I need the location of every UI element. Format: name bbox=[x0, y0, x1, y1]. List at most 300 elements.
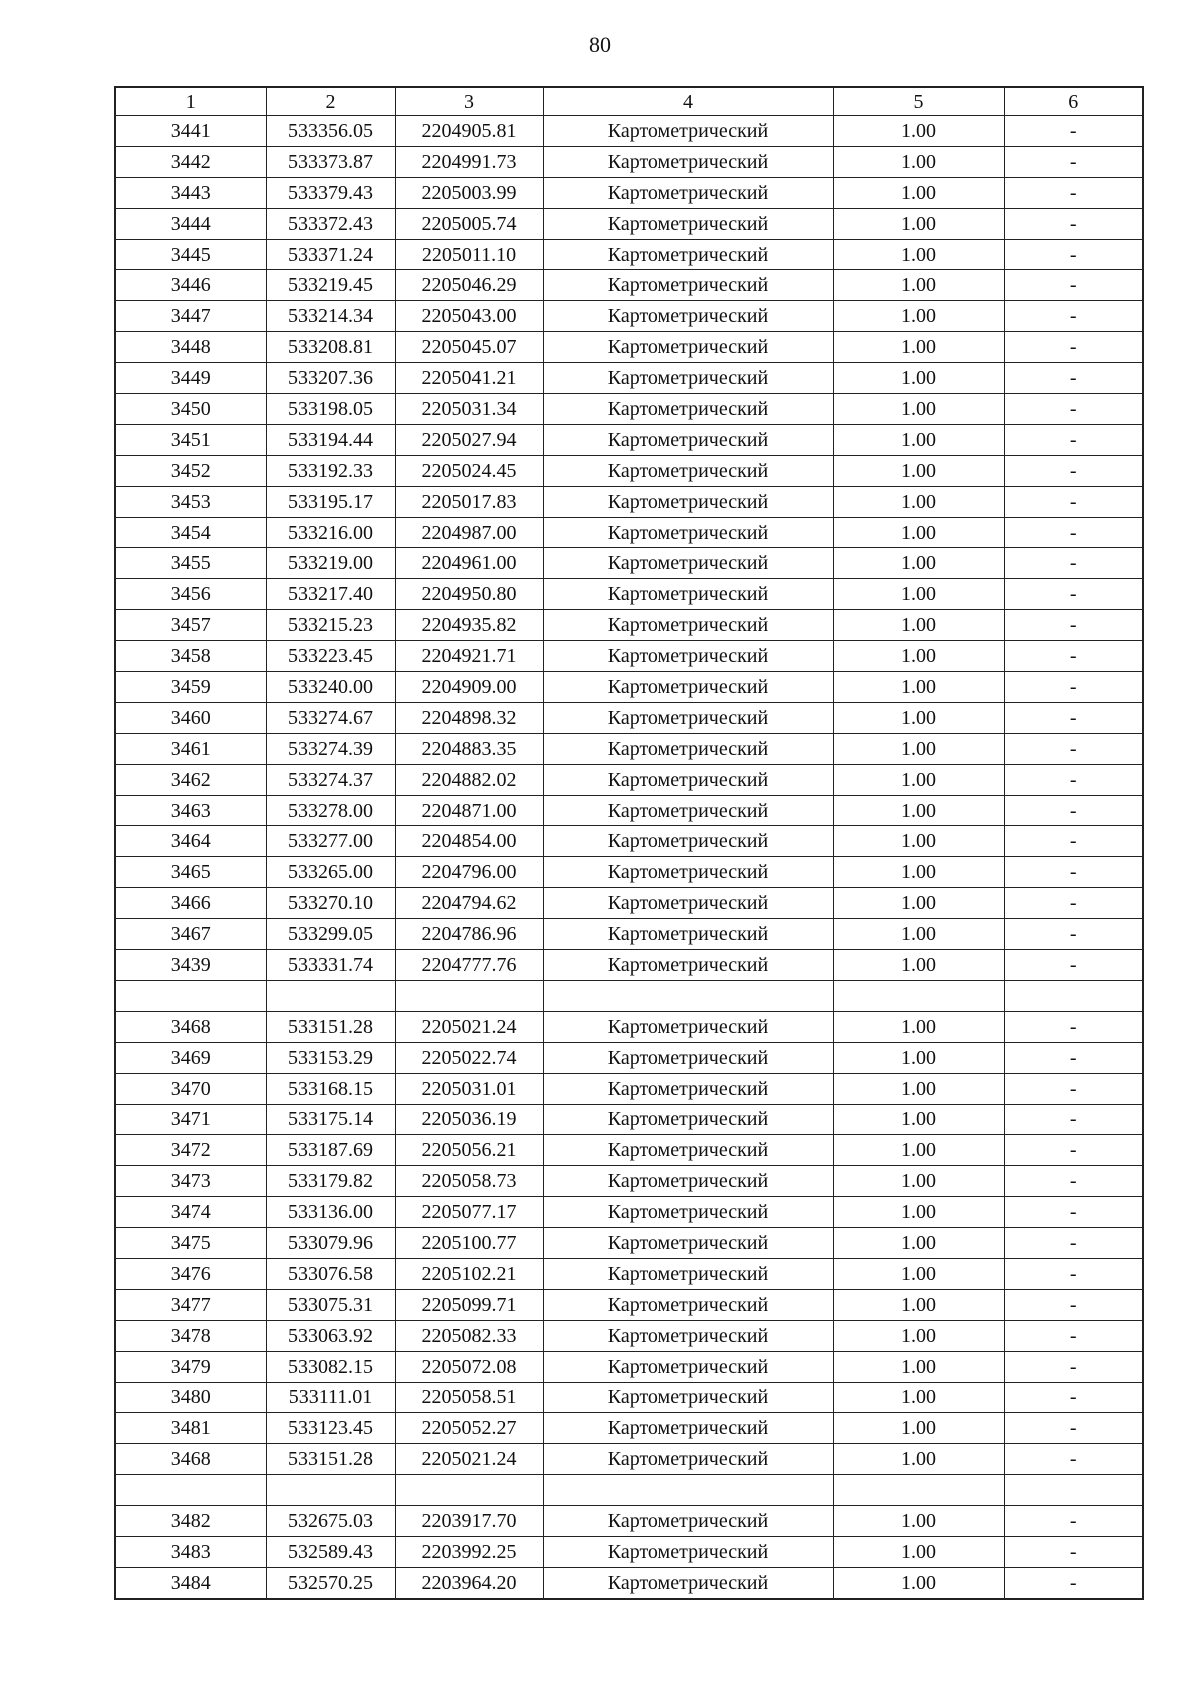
accuracy-cell: 1.00 bbox=[833, 455, 1004, 486]
accuracy-cell: 1.00 bbox=[833, 1011, 1004, 1042]
table-row bbox=[115, 116, 1143, 147]
point-number-cell: 3474 bbox=[115, 1197, 266, 1228]
x-coordinate-cell: 533175.14 bbox=[266, 1104, 395, 1135]
y-coordinate-cell: 2204796.00 bbox=[395, 857, 543, 888]
x-coordinate-cell: 533356.05 bbox=[266, 116, 395, 147]
y-coordinate-cell: 2205036.19 bbox=[395, 1104, 543, 1135]
point-number-cell bbox=[115, 980, 266, 1011]
point-number-cell: 3463 bbox=[115, 795, 266, 826]
table-row bbox=[115, 424, 1143, 455]
x-coordinate-cell: 533274.39 bbox=[266, 733, 395, 764]
accuracy-cell: 1.00 bbox=[833, 919, 1004, 950]
table-row bbox=[115, 857, 1143, 888]
method-cell bbox=[543, 980, 833, 1011]
x-coordinate-cell: 533240.00 bbox=[266, 672, 395, 703]
table-row bbox=[115, 1042, 1143, 1073]
y-coordinate-cell: 2205056.21 bbox=[395, 1135, 543, 1166]
accuracy-cell: 1.00 bbox=[833, 733, 1004, 764]
method-cell: Картометрический bbox=[543, 857, 833, 888]
method-cell: Картометрический bbox=[543, 795, 833, 826]
y-coordinate-cell bbox=[395, 1475, 543, 1506]
table-row bbox=[115, 1351, 1143, 1382]
accuracy-cell: 1.00 bbox=[833, 301, 1004, 332]
x-coordinate-cell: 533063.92 bbox=[266, 1320, 395, 1351]
accuracy-cell: 1.00 bbox=[833, 1258, 1004, 1289]
method-cell: Картометрический bbox=[543, 146, 833, 177]
point-number-cell: 3441 bbox=[115, 116, 266, 147]
note-cell: - bbox=[1004, 795, 1143, 826]
accuracy-cell: 1.00 bbox=[833, 1506, 1004, 1537]
accuracy-cell: 1.00 bbox=[833, 672, 1004, 703]
y-coordinate-cell: 2205077.17 bbox=[395, 1197, 543, 1228]
method-cell: Картометрический bbox=[543, 394, 833, 425]
method-cell: Картометрический bbox=[543, 270, 833, 301]
x-coordinate-cell: 533274.67 bbox=[266, 702, 395, 733]
table-body bbox=[115, 87, 1143, 1599]
point-number-cell: 3454 bbox=[115, 517, 266, 548]
accuracy-cell: 1.00 bbox=[833, 1382, 1004, 1413]
x-coordinate-cell: 533082.15 bbox=[266, 1351, 395, 1382]
note-cell: - bbox=[1004, 733, 1143, 764]
table-row bbox=[115, 950, 1143, 981]
method-cell: Картометрический bbox=[543, 1289, 833, 1320]
note-cell: - bbox=[1004, 1506, 1143, 1537]
note-cell: - bbox=[1004, 1258, 1143, 1289]
point-number-cell: 3469 bbox=[115, 1042, 266, 1073]
table-row bbox=[115, 332, 1143, 363]
y-coordinate-cell: 2205100.77 bbox=[395, 1228, 543, 1259]
y-coordinate-cell: 2204950.80 bbox=[395, 579, 543, 610]
y-coordinate-cell: 2204991.73 bbox=[395, 146, 543, 177]
note-cell: - bbox=[1004, 177, 1143, 208]
method-cell: Картометрический bbox=[543, 1135, 833, 1166]
note-cell bbox=[1004, 1475, 1143, 1506]
note-cell: - bbox=[1004, 146, 1143, 177]
table-row bbox=[115, 764, 1143, 795]
point-number-cell: 3449 bbox=[115, 363, 266, 394]
y-coordinate-cell: 2203964.20 bbox=[395, 1567, 543, 1598]
note-cell: - bbox=[1004, 1536, 1143, 1567]
x-coordinate-cell: 533079.96 bbox=[266, 1228, 395, 1259]
y-coordinate-cell: 2205046.29 bbox=[395, 270, 543, 301]
point-number-cell: 3456 bbox=[115, 579, 266, 610]
note-cell: - bbox=[1004, 239, 1143, 270]
accuracy-cell: 1.00 bbox=[833, 1166, 1004, 1197]
table-row bbox=[115, 919, 1143, 950]
method-cell: Картометрический bbox=[543, 1444, 833, 1475]
method-cell: Картометрический bbox=[543, 455, 833, 486]
note-cell: - bbox=[1004, 1444, 1143, 1475]
y-coordinate-cell: 2205041.21 bbox=[395, 363, 543, 394]
table-row bbox=[115, 363, 1143, 394]
method-cell: Картометрический bbox=[543, 919, 833, 950]
accuracy-cell: 1.00 bbox=[833, 1042, 1004, 1073]
accuracy-cell: 1.00 bbox=[833, 363, 1004, 394]
y-coordinate-cell: 2205024.45 bbox=[395, 455, 543, 486]
point-number-cell: 3483 bbox=[115, 1536, 266, 1567]
table-row bbox=[115, 1166, 1143, 1197]
note-cell: - bbox=[1004, 672, 1143, 703]
y-coordinate-cell: 2204871.00 bbox=[395, 795, 543, 826]
y-coordinate-cell: 2204898.32 bbox=[395, 702, 543, 733]
y-coordinate-cell: 2205031.34 bbox=[395, 394, 543, 425]
accuracy-cell: 1.00 bbox=[833, 424, 1004, 455]
y-coordinate-cell: 2205021.24 bbox=[395, 1444, 543, 1475]
point-number-cell: 3464 bbox=[115, 826, 266, 857]
x-coordinate-cell: 533219.00 bbox=[266, 548, 395, 579]
accuracy-cell: 1.00 bbox=[833, 1104, 1004, 1135]
note-cell bbox=[1004, 980, 1143, 1011]
point-number-cell: 3451 bbox=[115, 424, 266, 455]
x-coordinate-cell: 533123.45 bbox=[266, 1413, 395, 1444]
table-row bbox=[115, 826, 1143, 857]
y-coordinate-cell: 2205027.94 bbox=[395, 424, 543, 455]
x-coordinate-cell bbox=[266, 980, 395, 1011]
method-cell: Картометрический bbox=[543, 301, 833, 332]
table-row bbox=[115, 239, 1143, 270]
x-coordinate-cell: 533223.45 bbox=[266, 641, 395, 672]
y-coordinate-cell: 2205072.08 bbox=[395, 1351, 543, 1382]
accuracy-cell: 1.00 bbox=[833, 208, 1004, 239]
x-coordinate-cell: 533379.43 bbox=[266, 177, 395, 208]
point-number-cell: 3448 bbox=[115, 332, 266, 363]
table-row bbox=[115, 1506, 1143, 1537]
table-row bbox=[115, 146, 1143, 177]
note-cell: - bbox=[1004, 116, 1143, 147]
x-coordinate-cell: 533215.23 bbox=[266, 610, 395, 641]
accuracy-cell: 1.00 bbox=[833, 950, 1004, 981]
method-cell: Картометрический bbox=[543, 1104, 833, 1135]
method-cell: Картометрический bbox=[543, 424, 833, 455]
x-coordinate-cell: 533277.00 bbox=[266, 826, 395, 857]
y-coordinate-cell: 2203992.25 bbox=[395, 1536, 543, 1567]
x-coordinate-cell: 533214.34 bbox=[266, 301, 395, 332]
y-coordinate-cell: 2205058.51 bbox=[395, 1382, 543, 1413]
note-cell: - bbox=[1004, 888, 1143, 919]
accuracy-cell: 1.00 bbox=[833, 1228, 1004, 1259]
y-coordinate-cell: 2204786.96 bbox=[395, 919, 543, 950]
y-coordinate-cell bbox=[395, 980, 543, 1011]
point-number-cell: 3465 bbox=[115, 857, 266, 888]
method-cell: Картометрический bbox=[543, 610, 833, 641]
method-cell: Картометрический bbox=[543, 826, 833, 857]
y-coordinate-cell: 2205082.33 bbox=[395, 1320, 543, 1351]
x-coordinate-cell: 533111.01 bbox=[266, 1382, 395, 1413]
accuracy-cell: 1.00 bbox=[833, 394, 1004, 425]
y-coordinate-cell: 2205031.01 bbox=[395, 1073, 543, 1104]
point-number-cell: 3442 bbox=[115, 146, 266, 177]
method-cell: Картометрический bbox=[543, 1506, 833, 1537]
x-coordinate-cell: 533278.00 bbox=[266, 795, 395, 826]
note-cell: - bbox=[1004, 1351, 1143, 1382]
table-row bbox=[115, 270, 1143, 301]
accuracy-cell: 1.00 bbox=[833, 332, 1004, 363]
point-number-cell bbox=[115, 1475, 266, 1506]
method-cell: Картометрический bbox=[543, 363, 833, 394]
y-coordinate-cell: 2205005.74 bbox=[395, 208, 543, 239]
point-number-cell: 3479 bbox=[115, 1351, 266, 1382]
y-coordinate-cell: 2205058.73 bbox=[395, 1166, 543, 1197]
table-row bbox=[115, 1228, 1143, 1259]
x-coordinate-cell: 533198.05 bbox=[266, 394, 395, 425]
table-row bbox=[115, 1567, 1143, 1598]
y-coordinate-cell: 2205022.74 bbox=[395, 1042, 543, 1073]
point-number-cell: 3484 bbox=[115, 1567, 266, 1598]
x-coordinate-cell: 533270.10 bbox=[266, 888, 395, 919]
accuracy-cell bbox=[833, 1475, 1004, 1506]
point-number-cell: 3461 bbox=[115, 733, 266, 764]
note-cell: - bbox=[1004, 1042, 1143, 1073]
point-number-cell: 3480 bbox=[115, 1382, 266, 1413]
note-cell: - bbox=[1004, 579, 1143, 610]
table-row bbox=[115, 888, 1143, 919]
y-coordinate-cell: 2205102.21 bbox=[395, 1258, 543, 1289]
accuracy-cell: 1.00 bbox=[833, 1567, 1004, 1598]
point-number-cell: 3459 bbox=[115, 672, 266, 703]
accuracy-cell bbox=[833, 980, 1004, 1011]
y-coordinate-cell: 2204854.00 bbox=[395, 826, 543, 857]
note-cell: - bbox=[1004, 332, 1143, 363]
method-cell: Картометрический bbox=[543, 1413, 833, 1444]
method-cell: Картометрический bbox=[543, 733, 833, 764]
point-number-cell: 3455 bbox=[115, 548, 266, 579]
point-number-cell: 3445 bbox=[115, 239, 266, 270]
y-coordinate-cell: 2205003.99 bbox=[395, 177, 543, 208]
header-cell-1: 1 bbox=[115, 87, 266, 116]
accuracy-cell: 1.00 bbox=[833, 270, 1004, 301]
accuracy-cell: 1.00 bbox=[833, 795, 1004, 826]
method-cell: Картометрический bbox=[543, 177, 833, 208]
note-cell: - bbox=[1004, 486, 1143, 517]
point-number-cell: 3443 bbox=[115, 177, 266, 208]
x-coordinate-cell: 533136.00 bbox=[266, 1197, 395, 1228]
accuracy-cell: 1.00 bbox=[833, 888, 1004, 919]
y-coordinate-cell: 2204961.00 bbox=[395, 548, 543, 579]
y-coordinate-cell: 2204921.71 bbox=[395, 641, 543, 672]
y-coordinate-cell: 2205099.71 bbox=[395, 1289, 543, 1320]
note-cell: - bbox=[1004, 1228, 1143, 1259]
y-coordinate-cell: 2205011.10 bbox=[395, 239, 543, 270]
method-cell: Картометрический bbox=[543, 486, 833, 517]
point-number-cell: 3460 bbox=[115, 702, 266, 733]
table-row bbox=[115, 177, 1143, 208]
table-row bbox=[115, 1104, 1143, 1135]
note-cell: - bbox=[1004, 517, 1143, 548]
x-coordinate-cell: 532570.25 bbox=[266, 1567, 395, 1598]
x-coordinate-cell: 533168.15 bbox=[266, 1073, 395, 1104]
table-row bbox=[115, 394, 1143, 425]
table-row bbox=[115, 1382, 1143, 1413]
table-row bbox=[115, 208, 1143, 239]
y-coordinate-cell: 2204909.00 bbox=[395, 672, 543, 703]
y-coordinate-cell: 2204794.62 bbox=[395, 888, 543, 919]
point-number-cell: 3458 bbox=[115, 641, 266, 672]
note-cell: - bbox=[1004, 641, 1143, 672]
point-number-cell: 3468 bbox=[115, 1444, 266, 1475]
page-number: 80 bbox=[589, 32, 611, 57]
point-number-cell: 3453 bbox=[115, 486, 266, 517]
table-row bbox=[115, 1258, 1143, 1289]
accuracy-cell: 1.00 bbox=[833, 239, 1004, 270]
y-coordinate-cell: 2203917.70 bbox=[395, 1506, 543, 1537]
point-number-cell: 3446 bbox=[115, 270, 266, 301]
y-coordinate-cell: 2204905.81 bbox=[395, 116, 543, 147]
x-coordinate-cell: 533076.58 bbox=[266, 1258, 395, 1289]
table-row bbox=[115, 1475, 1143, 1506]
x-coordinate-cell: 533207.36 bbox=[266, 363, 395, 394]
table-row bbox=[115, 548, 1143, 579]
x-coordinate-cell: 533299.05 bbox=[266, 919, 395, 950]
note-cell: - bbox=[1004, 1197, 1143, 1228]
accuracy-cell: 1.00 bbox=[833, 548, 1004, 579]
method-cell: Картометрический bbox=[543, 1011, 833, 1042]
method-cell: Картометрический bbox=[543, 1042, 833, 1073]
accuracy-cell: 1.00 bbox=[833, 1135, 1004, 1166]
method-cell: Картометрический bbox=[543, 702, 833, 733]
accuracy-cell: 1.00 bbox=[833, 116, 1004, 147]
accuracy-cell: 1.00 bbox=[833, 1413, 1004, 1444]
note-cell: - bbox=[1004, 1567, 1143, 1598]
x-coordinate-cell: 533194.44 bbox=[266, 424, 395, 455]
table-row bbox=[115, 672, 1143, 703]
x-coordinate-cell: 532589.43 bbox=[266, 1536, 395, 1567]
note-cell: - bbox=[1004, 764, 1143, 795]
x-coordinate-cell: 533274.37 bbox=[266, 764, 395, 795]
note-cell: - bbox=[1004, 1382, 1143, 1413]
x-coordinate-cell: 533371.24 bbox=[266, 239, 395, 270]
accuracy-cell: 1.00 bbox=[833, 641, 1004, 672]
note-cell: - bbox=[1004, 1320, 1143, 1351]
header-cell-3: 3 bbox=[395, 87, 543, 116]
note-cell: - bbox=[1004, 702, 1143, 733]
accuracy-cell: 1.00 bbox=[833, 1073, 1004, 1104]
point-number-cell: 3468 bbox=[115, 1011, 266, 1042]
x-coordinate-cell: 533216.00 bbox=[266, 517, 395, 548]
method-cell: Картометрический bbox=[543, 888, 833, 919]
method-cell: Картометрический bbox=[543, 1166, 833, 1197]
point-number-cell: 3452 bbox=[115, 455, 266, 486]
table-row bbox=[115, 641, 1143, 672]
table-row bbox=[115, 1444, 1143, 1475]
header-cell-4: 4 bbox=[543, 87, 833, 116]
point-number-cell: 3477 bbox=[115, 1289, 266, 1320]
accuracy-cell: 1.00 bbox=[833, 1197, 1004, 1228]
note-cell: - bbox=[1004, 363, 1143, 394]
method-cell: Картометрический bbox=[543, 1351, 833, 1382]
point-number-cell: 3471 bbox=[115, 1104, 266, 1135]
x-coordinate-cell: 533195.17 bbox=[266, 486, 395, 517]
accuracy-cell: 1.00 bbox=[833, 517, 1004, 548]
point-number-cell: 3478 bbox=[115, 1320, 266, 1351]
point-number-cell: 3447 bbox=[115, 301, 266, 332]
x-coordinate-cell: 533151.28 bbox=[266, 1444, 395, 1475]
accuracy-cell: 1.00 bbox=[833, 702, 1004, 733]
point-number-cell: 3470 bbox=[115, 1073, 266, 1104]
note-cell: - bbox=[1004, 857, 1143, 888]
y-coordinate-cell: 2205043.00 bbox=[395, 301, 543, 332]
accuracy-cell: 1.00 bbox=[833, 486, 1004, 517]
accuracy-cell: 1.00 bbox=[833, 610, 1004, 641]
point-number-cell: 3450 bbox=[115, 394, 266, 425]
y-coordinate-cell: 2204987.00 bbox=[395, 517, 543, 548]
note-cell: - bbox=[1004, 208, 1143, 239]
table-row bbox=[115, 702, 1143, 733]
y-coordinate-cell: 2205052.27 bbox=[395, 1413, 543, 1444]
method-cell: Картометрический bbox=[543, 1228, 833, 1259]
table-row bbox=[115, 455, 1143, 486]
accuracy-cell: 1.00 bbox=[833, 1289, 1004, 1320]
table-header-row bbox=[115, 87, 1143, 116]
header-cell-2: 2 bbox=[266, 87, 395, 116]
method-cell: Картометрический bbox=[543, 1197, 833, 1228]
x-coordinate-cell: 533153.29 bbox=[266, 1042, 395, 1073]
x-coordinate-cell: 533265.00 bbox=[266, 857, 395, 888]
method-cell: Картометрический bbox=[543, 239, 833, 270]
method-cell bbox=[543, 1475, 833, 1506]
accuracy-cell: 1.00 bbox=[833, 857, 1004, 888]
note-cell: - bbox=[1004, 1073, 1143, 1104]
point-number-cell: 3481 bbox=[115, 1413, 266, 1444]
point-number-cell: 3472 bbox=[115, 1135, 266, 1166]
point-number-cell: 3462 bbox=[115, 764, 266, 795]
table-row bbox=[115, 733, 1143, 764]
method-cell: Картометрический bbox=[543, 1382, 833, 1413]
note-cell: - bbox=[1004, 1289, 1143, 1320]
table-row bbox=[115, 301, 1143, 332]
note-cell: - bbox=[1004, 1011, 1143, 1042]
method-cell: Картометрический bbox=[543, 950, 833, 981]
x-coordinate-cell: 533151.28 bbox=[266, 1011, 395, 1042]
accuracy-cell: 1.00 bbox=[833, 146, 1004, 177]
coordinates-table bbox=[114, 86, 1144, 1600]
accuracy-cell: 1.00 bbox=[833, 1536, 1004, 1567]
y-coordinate-cell: 2205021.24 bbox=[395, 1011, 543, 1042]
accuracy-cell: 1.00 bbox=[833, 177, 1004, 208]
point-number-cell: 3476 bbox=[115, 1258, 266, 1289]
x-coordinate-cell: 533373.87 bbox=[266, 146, 395, 177]
note-cell: - bbox=[1004, 548, 1143, 579]
table-row bbox=[115, 486, 1143, 517]
table-row bbox=[115, 1536, 1143, 1567]
x-coordinate-cell bbox=[266, 1475, 395, 1506]
header-cell-6: 6 bbox=[1004, 87, 1143, 116]
method-cell: Картометрический bbox=[543, 579, 833, 610]
method-cell: Картометрический bbox=[543, 1320, 833, 1351]
table-row bbox=[115, 1135, 1143, 1166]
y-coordinate-cell: 2205045.07 bbox=[395, 332, 543, 363]
table-row bbox=[115, 1073, 1143, 1104]
method-cell: Картометрический bbox=[543, 548, 833, 579]
accuracy-cell: 1.00 bbox=[833, 1444, 1004, 1475]
method-cell: Картометрический bbox=[543, 1258, 833, 1289]
point-number-cell: 3439 bbox=[115, 950, 266, 981]
table-row bbox=[115, 517, 1143, 548]
point-number-cell: 3466 bbox=[115, 888, 266, 919]
accuracy-cell: 1.00 bbox=[833, 764, 1004, 795]
point-number-cell: 3482 bbox=[115, 1506, 266, 1537]
note-cell: - bbox=[1004, 301, 1143, 332]
point-number-cell: 3475 bbox=[115, 1228, 266, 1259]
accuracy-cell: 1.00 bbox=[833, 1351, 1004, 1382]
method-cell: Картометрический bbox=[543, 116, 833, 147]
y-coordinate-cell: 2204935.82 bbox=[395, 610, 543, 641]
x-coordinate-cell: 533187.69 bbox=[266, 1135, 395, 1166]
x-coordinate-cell: 533192.33 bbox=[266, 455, 395, 486]
table-row bbox=[115, 1320, 1143, 1351]
x-coordinate-cell: 533208.81 bbox=[266, 332, 395, 363]
method-cell: Картометрический bbox=[543, 764, 833, 795]
method-cell: Картометрический bbox=[543, 1073, 833, 1104]
